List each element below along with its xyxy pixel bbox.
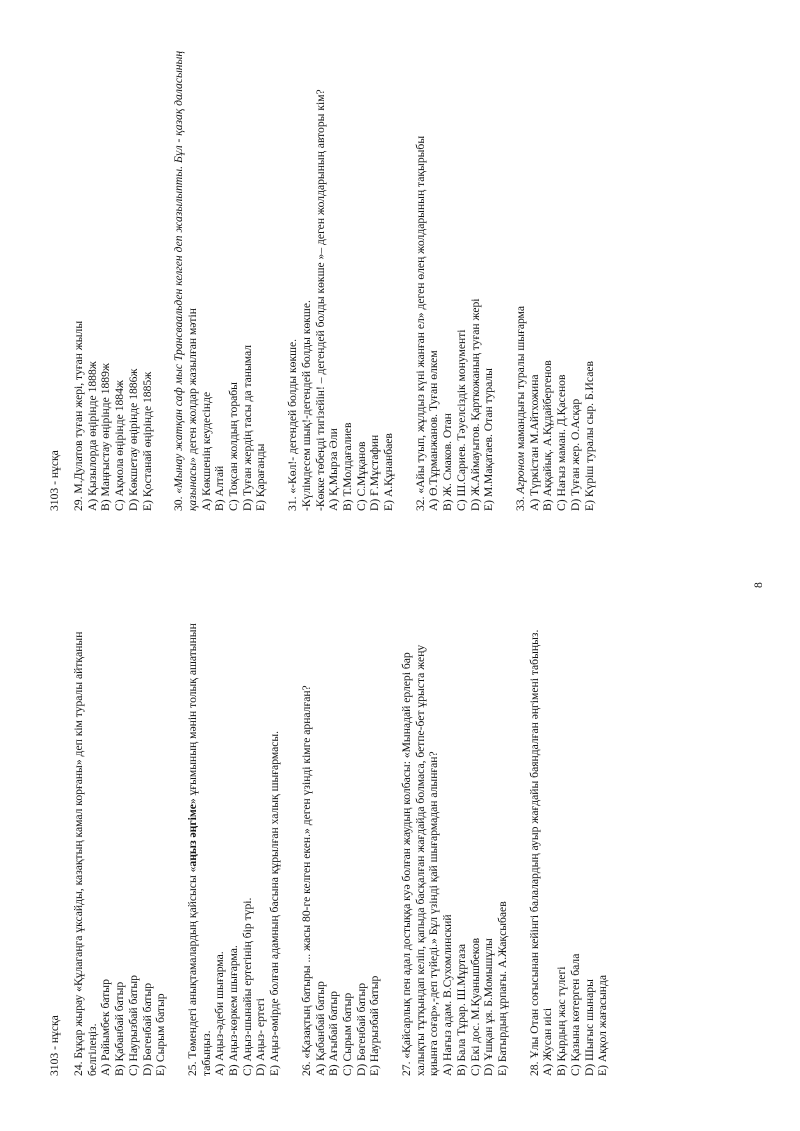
answer-option: D) Ұшқан ұя. Б.Момышұлы <box>482 938 496 1076</box>
question-list <box>72 49 614 511</box>
answer-option: А) Қ.Мырза Әли <box>327 428 341 511</box>
page-header: 3103 - нұсқа <box>48 1015 61 1076</box>
answer-option: А) Аңыз-әдеби шығарма. <box>213 951 227 1076</box>
question-block <box>286 49 396 511</box>
stem-text: мамандығы туралы шығарма <box>513 305 527 452</box>
answer-option: В) Бала Тұрар. Ш.Мұртаза <box>454 943 468 1076</box>
stem-text: 25. Төмендегі анықтамалардың қайсысы « <box>185 866 199 1076</box>
stem-text: 31. «-Көл!- дегендей болды көкше. <box>286 338 300 511</box>
answer-option: D) Ж.Аймауытов. Қарткожаның туған жері <box>468 298 482 511</box>
answer-option: D) Туған жер. О.Асқар <box>568 398 582 511</box>
question-stem <box>300 621 314 1076</box>
stem-text: деген жолдар жазылған мәтін <box>185 308 199 458</box>
stem-text: 29. М.Дулатов туған жері, туған жылы <box>72 320 85 511</box>
right-page <box>0 49 800 511</box>
answer-option: Е) Аңыз-өмірде болған адамның басына құрылған халық шығармасы. <box>268 730 282 1076</box>
stem-text: -Күлімдесем шық!-дегендей болды көкше. <box>299 300 313 511</box>
answer-option: Е) Қостанай өңірінде 1885ж <box>140 371 154 511</box>
answer-option: В) Алтай <box>213 465 227 511</box>
page-header: 3103 - нұсқа <box>48 450 61 511</box>
answer-option: С) Тоқсан жолдың торабы <box>227 382 241 511</box>
answer-option: Е) Қарағанды <box>254 443 268 511</box>
answer-option: С) Нағыз маман. Д.Қасенов <box>555 374 569 511</box>
answer-option: D) Бөгенбай батыр <box>140 982 154 1076</box>
stem-text: 26. «Қазақтың батыры ... жасы 80-ге келген екен.» деген үзінді кімге арналған? <box>299 685 313 1076</box>
answer-option: D) Көкшетау өңірінде 1886ж <box>126 368 140 511</box>
question-stem <box>400 621 441 1076</box>
stem-text: » ұғымының мәнін толық ашатынын табыңыз. <box>185 623 213 1076</box>
answer-option: С) Аңыз-шынайы ертегінің бір түрі. <box>240 897 254 1076</box>
question-block <box>414 49 496 511</box>
stem-text: 32. «Айы туып, жұлдыз күні жанған ел» деген өлең жолдарының тақырыбы <box>413 135 427 511</box>
question-block <box>514 49 596 511</box>
question-block <box>172 49 268 511</box>
answer-option: D) Шығыс шынары <box>582 979 596 1076</box>
question-block <box>186 621 282 1076</box>
answer-option: D) Ғ.Мұстафин <box>368 434 382 511</box>
stem-text: 33. <box>513 493 527 511</box>
stem-text: Құлагаңга ұксайды, казақтың камал корғаны <box>72 765 85 987</box>
left-page <box>0 582 800 1076</box>
question-stem <box>286 49 327 511</box>
answer-option: С) С.Мұқанов <box>354 441 368 511</box>
answer-option: Е) А.Құнанбаев <box>382 433 396 511</box>
stem-text: » деп кім туралы айтқанын белгілеңіз. <box>72 631 99 1076</box>
question-stem <box>514 49 528 511</box>
answer-option: С) Қазына көтерген бала <box>568 953 582 1076</box>
question-stem <box>528 621 542 1076</box>
answer-option: В) Маңғыстау өңірінде 1889ж <box>99 363 113 511</box>
answer-option: С) Сырым батыр <box>340 992 354 1076</box>
stem-text: 30. <box>172 493 186 511</box>
answer-option: А) Қызылорда өңірінде 1888ж <box>85 361 99 511</box>
answer-option: Е) Күріш туралы сыр. Б.Исаев <box>582 361 596 511</box>
answer-option: А) Нағыз адам. В.Сухомлинский <box>441 914 455 1076</box>
answer-option: А) Ө.Тұрманжанов. Туған өлкем <box>427 350 441 511</box>
stem-text: -Көкке төбеңді тигізейін! – дегендей болды көкше »– деген жолдарының авторы кім? <box>313 89 327 511</box>
answer-option: Е) Наурызбай батыр <box>368 975 382 1076</box>
answer-option: В) Аққайық. А.Құдайбергенов <box>541 360 555 511</box>
answer-option: D) Бөгенбай батыр <box>354 982 368 1076</box>
answer-option: С) Наурызбай батыр <box>126 975 140 1076</box>
question-stem <box>186 621 213 1076</box>
stem-text: 27. «Қайсарлық пен адал достыққа куә болған жаудың колбасы: «Мынадай ерлері бар халықты тұтқындап келіп, қапыда басқалған жағдайда болмаса, бетпе-бет ұрыста жеңу қиынға соғар»,-деп түйеді.» Бұл үзінді қай шығармадан алынған? <box>400 644 441 1076</box>
stem-text: 24. Бұқар жырау « <box>72 986 85 1076</box>
answer-option: Е) Сырым батыр <box>154 993 168 1076</box>
answer-option: С) Ш.Сариев. Тәуелсіздік монументі <box>454 329 468 511</box>
answer-option: В) Аңыз-көркем шығарма. <box>227 945 241 1076</box>
answer-option: D) Аңыз- ертегі <box>254 998 268 1076</box>
question-stem <box>414 49 428 511</box>
question-list <box>72 621 628 1076</box>
answer-option: Е) Аққол жағасында <box>596 974 610 1076</box>
answer-option: В) Т.Молдағалиев <box>340 422 354 511</box>
question-block <box>72 621 168 1076</box>
answer-option: А) Түркістан М.Айтхожина <box>527 374 541 511</box>
answer-option: А) Жусан иісі <box>541 1007 555 1076</box>
answer-option: С) Екі дос. М.Қуанышбеков <box>468 937 482 1076</box>
question-stem <box>172 49 199 511</box>
answer-option: А) Көкшенің кеудесінде <box>199 391 213 511</box>
stem-text: 28. Ұлы Отан соғысынан кейінгі балалардың ауыр жағдайы баяндалған әңгімені табыңыз. <box>527 629 541 1076</box>
stem-text: аңыз әңгіме <box>185 804 199 867</box>
question-block <box>528 621 610 1076</box>
answer-option: А) Қабанбай батыр <box>313 981 327 1076</box>
answer-option: Е) Батырдың ұрпағы. А.Жақсыбаев <box>495 901 509 1076</box>
question-block <box>72 49 154 511</box>
answer-option: С) Ақмола өңірінде 1884ж <box>113 380 127 511</box>
question-block <box>400 621 510 1076</box>
answer-option: А) Райымбек батыр <box>99 979 113 1076</box>
answer-option: D) Туған жердің тасы да танымал <box>240 344 254 511</box>
question-block <box>300 621 382 1076</box>
answer-option: Е) М.Мақатаев. Отан туралы <box>482 368 496 511</box>
answer-option: В) Ағыбай батыр <box>327 991 341 1076</box>
stem-text: Агроном <box>513 451 527 494</box>
question-stem <box>72 49 86 511</box>
stem-text: «Мынау жатқан саф мыс Трансваальден келген деп жазылыпты. Бұл - қазақ даласының қазынасы» <box>172 50 199 511</box>
page-number: 8 <box>752 582 765 588</box>
answer-option: В) Қырдың жас түлегі <box>555 966 569 1076</box>
question-stem <box>72 621 99 1076</box>
answer-option: В) Қабанбай батыр <box>113 981 127 1076</box>
answer-option: В) Ж. Смаков. Отан <box>441 413 455 511</box>
